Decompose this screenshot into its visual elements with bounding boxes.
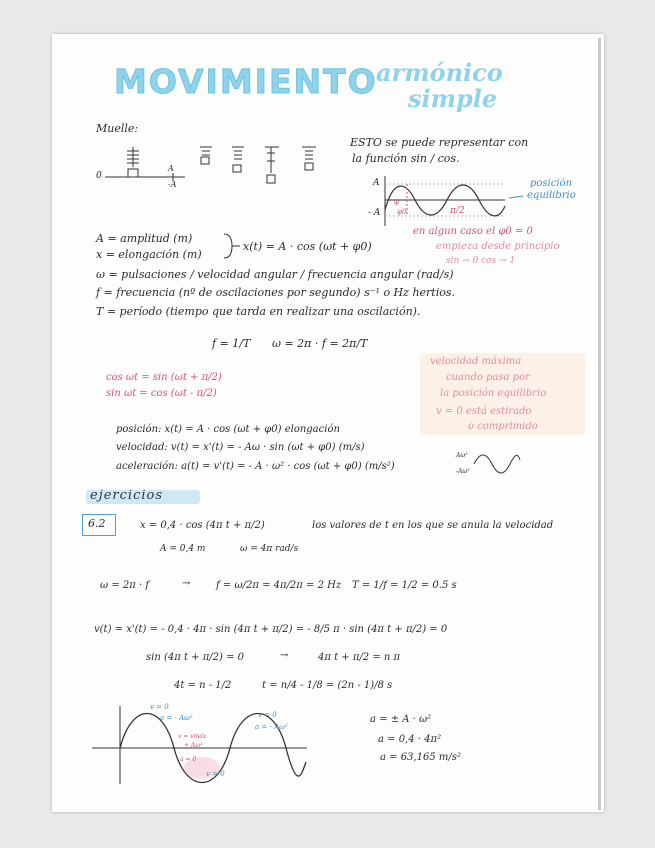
def-xt: x(t) = A · cos (ωt + φ0) [243,240,372,253]
identity-cos: cos ωt = sin (ωt + π/2) [106,372,222,383]
springs-diagram [95,143,335,213]
side-note-l1: velocidad máxima [430,356,522,367]
mini-wave [472,452,522,476]
graph1-phi: φ [394,198,399,206]
def-elongacion: x = elongación (m) [96,248,202,261]
def-omega: ω = pulsaciones / velocidad angular / frecuencia angular (rad/s) [96,268,454,281]
graph1-a: A [373,178,380,188]
muelle-minus-a: -A [168,180,177,189]
graph2-vmax: v = vmáx [178,733,207,740]
def-w-formula: ω = 2π · f = 2π/T [272,337,368,350]
exercise-number: 6.2 [88,517,106,530]
kin-acceleration: aceleración: a(t) = v'(t) = - A · ω² · cos (ωt + φ0) (m/s²) [116,461,395,472]
ex-line4-right: t = n/4 - 1/8 = (2n - 1)/8 s [262,680,393,691]
ex-line1-arrow: → [182,578,191,589]
intro-line1: ESTO se puede representar con [350,136,529,149]
def-f-formula: f = 1/T [212,337,251,350]
kin-position: posición: x(t) = A · cos (ωt + φ0) elongación [116,424,340,435]
ejercicios-heading: ejercicios [90,488,164,503]
graph1-note1: en algun caso el φ0 = 0 [413,226,533,237]
graph1-pos-line2: equilibrio [527,190,576,201]
graph2-v0-c: v = 0 [206,770,225,778]
exercise-amplitude: A = 0,4 m [160,544,206,554]
side-note-l5: o comprimido [468,421,538,432]
graph1-pi2: π/2 [450,206,465,216]
kin-aw-neg: -Aω² [456,468,470,475]
side-note-l4: v = 0 está estirado [436,406,532,417]
graph1-neg-a: - A [368,208,381,218]
title-line3: simple [408,84,498,113]
graph1-note2: empieza desde principio [436,241,560,252]
ex-line2: v(t) = x'(t) = - 0,4 · 4π · sin (4π t + π/2) = - 8/5 π · sin (4π t + π/2) = 0 [94,624,448,635]
graph2-a-pos: + Aω² [184,742,203,749]
result-2: a = 0,4 · 4π² [378,734,442,745]
ex-line3-left: sin (4π t + π/2) = 0 [146,652,245,663]
title-main: MOVIMIENTO [114,62,378,101]
exercise-question: los valores de t en los que se anula la velocidad [312,520,554,531]
ex-line1-left: ω = 2π · f [100,580,150,591]
graph1-pos-line1: posición [530,178,573,189]
result-1: a = ± A · ω² [370,714,432,725]
page-edge [598,38,601,810]
brace-arrow [222,232,242,262]
identity-sin: sin ωt = cos (ωt - π/2) [106,388,217,399]
result-3: a = 63,165 m/s² [380,752,461,763]
graph1-note3: sin → 0 cos → 1 [446,256,516,266]
intro-line2: la función sin / cos. [352,152,460,165]
graph2-a-neg-2: a = - Aω² [255,723,288,731]
ex-line3-right: 4π t + π/2 = n π [318,652,401,663]
exercise-equation: x = 0,4 · cos (4π t + π/2) [140,520,265,531]
exercise-omega: ω = 4π rad/s [240,544,299,554]
muelle-zero: 0 [96,171,102,181]
def-amplitud: A = amplitud (m) [96,232,193,245]
graph2-a0: a = 0 [180,756,197,763]
ex-line3-arrow: → [280,650,289,661]
def-periodo: T = período (tiempo que tarda en realizar una oscilación). [96,305,421,318]
title-line2: armónico [376,58,503,87]
muelle-label: Muelle: [96,122,139,135]
graph2-a-neg-1: a = - Aω² [160,714,193,722]
side-note-l3: la posición equilibrio [440,388,547,399]
muelle-plus-a: A [168,164,174,173]
ex-line1-right: T = 1/f = 1/2 = 0.5 s [352,580,457,591]
graph2-v0-b: v = 0 [258,711,277,719]
graph2-v0-a: v = 0 [150,703,169,711]
side-note-l2: cuando pasa por [446,372,530,383]
ex-line4-left: 4t = n - 1/2 [174,680,232,691]
def-frecuencia: f = frecuencia (nº de oscilaciones por segundo) s⁻¹ o Hz hertios. [96,286,455,299]
graph1-phi0: φ0 [397,208,407,216]
kin-velocity: velocidad: v(t) = x'(t) = - Aω · sin (ωt + φ0) (m/s) [116,442,365,453]
ex-line1-mid: f = ω/2π = 4π/2π = 2 Hz [216,580,342,591]
kin-aw-pos: Aω² [456,452,468,459]
